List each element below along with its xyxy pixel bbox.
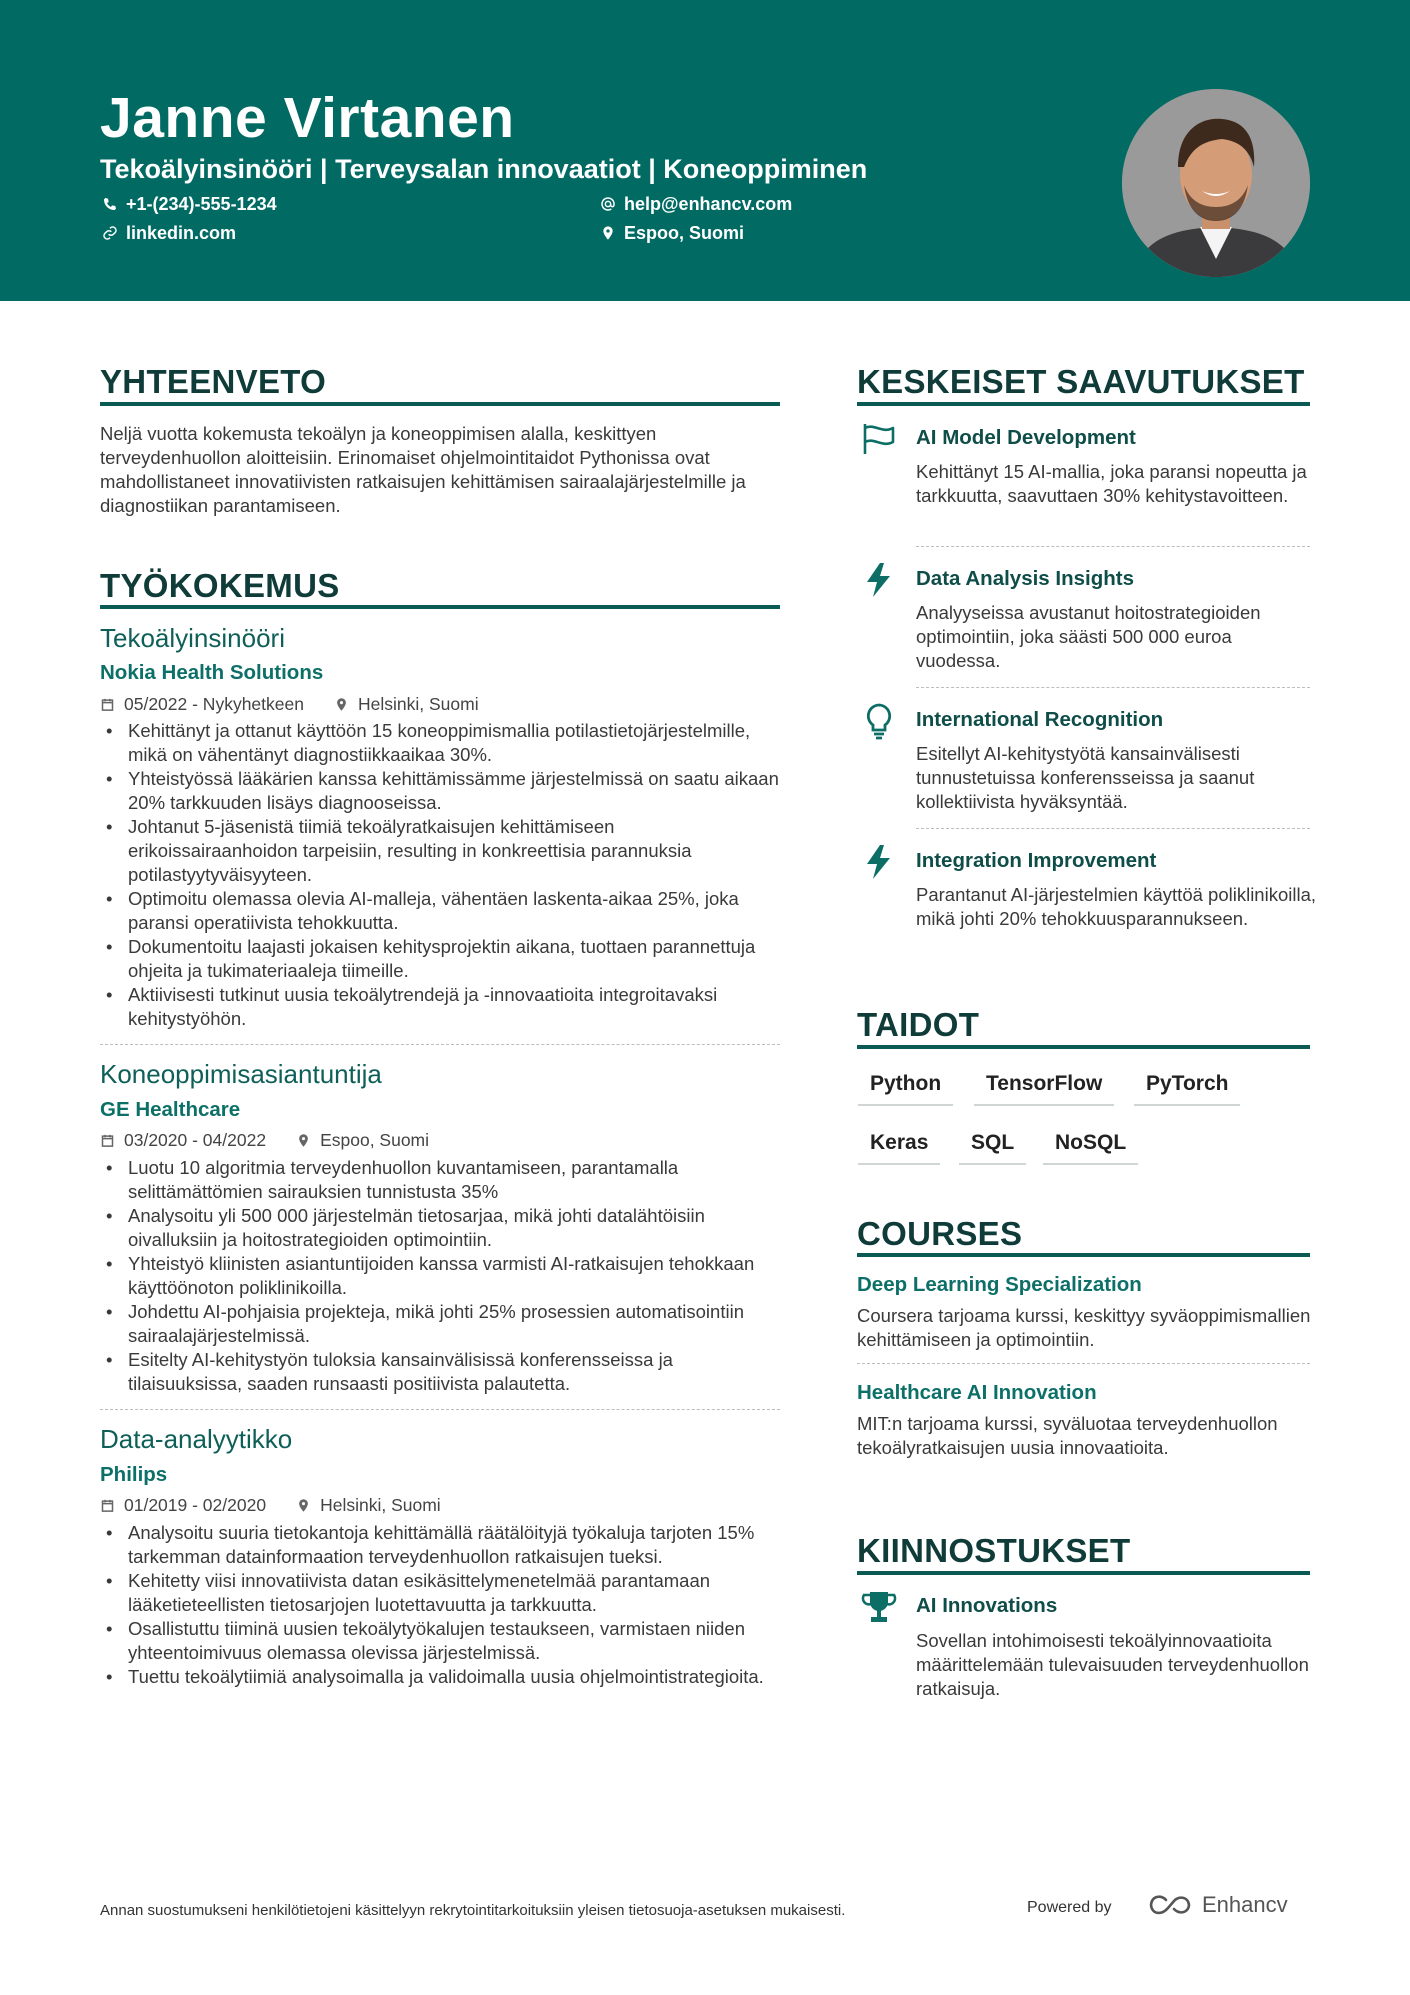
bullet-item: • Analysoitu yli 500 000 järjestelmän tietosarjaa, mikä johti datalähtöisiin oivalluksiin ja hoitostrategioiden optimointiin. [104, 1204, 784, 1252]
achievement-title: AI Model Development [916, 426, 1136, 449]
job-bullets [104, 719, 784, 1031]
job-meta [100, 1494, 441, 1516]
candidate-name: Janne Virtanen [100, 86, 515, 150]
lightning-icon [860, 843, 898, 881]
calendar-icon [100, 1498, 115, 1513]
calendar-icon [100, 697, 115, 712]
bullet-item: • Johdettu AI-pohjaisia projekteja, mikä johti 25% prosessien automatisointiin sairaalajärjestelmissä. [104, 1300, 784, 1348]
linkedin-text: linkedin.com [126, 223, 237, 243]
job-dates: 05/2022 - Nykyhetkeen [124, 694, 304, 714]
summary-rule [100, 402, 780, 406]
bullet-item: • Kehittänyt ja ottanut käyttöön 15 koneoppimismallia potilastietojärjestelmille, mikä on vähentänyt diagnostiikkaaikaa 30%. [104, 719, 784, 767]
job-bullets [104, 1156, 784, 1396]
skill-tag: NoSQL [1043, 1129, 1138, 1165]
bullet-item: • Tuettu tekoälytiimiä analysoimalla ja validoimalla uusia ohjelmointistrategioita. [104, 1665, 784, 1689]
divider [100, 1409, 780, 1410]
bullet-item: • Optimoitu olemassa olevia AI-malleja, vähentäen laskenta-aikaa 25%, joka paransi operatiivista tehokkuutta. [104, 887, 784, 935]
course-text: Coursera tarjoama kurssi, keskittyy syväoppimismallien kehittämiseen ja optimointiin. [857, 1305, 1311, 1350]
bullet-item: • Yhteistyössä lääkärien kanssa kehittämissämme järjestelmissä on saatu aikaan 20% tarkkuuden lisäys diagnooseissa. [104, 767, 784, 815]
achievement-text: Parantanut AI-järjestelmien käyttöä poliklinikoilla, mikä johti 20% tehokkuusparannukseen. [916, 884, 1317, 929]
skill-tag: PyTorch [1134, 1070, 1240, 1106]
course-title: Healthcare AI Innovation [857, 1381, 1097, 1404]
experience-rule [100, 605, 780, 609]
job-bullets [104, 1521, 784, 1689]
enhancv-logo-icon [1146, 1892, 1194, 1918]
phone-text: +1-(234)-555-1234 [126, 194, 277, 214]
lightbulb-icon [860, 702, 898, 740]
bullet-item: • Osallistuttu tiiminä uusien tekoälytyökalujen testaukseen, varmistaen niiden yhteentoimivuus olemassa olevissa järjestelmissä. [104, 1617, 784, 1665]
location-pin-icon [600, 225, 616, 241]
phone-icon [102, 196, 118, 212]
divider [100, 1044, 780, 1045]
course-title: Deep Learning Specialization [857, 1273, 1142, 1296]
achievements-heading: KESKEISET SAAVUTUKSET [857, 363, 1305, 400]
profile-photo [1122, 89, 1310, 277]
phone-contact[interactable] [102, 193, 277, 215]
job-meta [100, 1129, 429, 1151]
achievement-text: Kehittänyt 15 AI-mallia, joka paransi nopeutta ja tarkkuutta, saavuttaen 30% kehitystavoitteen. [916, 461, 1307, 506]
job-location: Helsinki, Suomi [320, 1495, 441, 1515]
lightning-icon [860, 561, 898, 599]
achievement-text: Esitellyt AI-kehitystyötä kansainvälisesti tunnustetuissa konferensseissa ja saanut kollektiivista hyväksyntää. [916, 743, 1255, 812]
divider [857, 1363, 1310, 1364]
job-dates: 03/2020 - 04/2022 [124, 1130, 267, 1150]
courses-heading: COURSES [857, 1215, 1023, 1252]
skill-tag: Keras [858, 1129, 940, 1165]
brand-name: Enhancv [1202, 1892, 1288, 1917]
bullet-item: • Yhteistyö kliinisten asiantuntijoiden kanssa varmisti AI-ratkaisujen tehokkaan käyttöönoton poliklinikoilla. [104, 1252, 784, 1300]
achievements-rule [857, 402, 1310, 406]
divider [916, 687, 1310, 688]
experience-heading: TYÖKOKEMUS [100, 567, 340, 604]
location-text: Espoo, Suomi [624, 223, 745, 243]
skill-tag: TensorFlow [974, 1070, 1114, 1106]
company-name: GE Healthcare [100, 1098, 241, 1121]
divider [916, 546, 1310, 547]
company-name: Nokia Health Solutions [100, 661, 324, 684]
location-pin-icon [296, 1133, 311, 1148]
powered-by-label: Powered by [1027, 1899, 1112, 1916]
interest-text: Sovellan intohimoisesti tekoälyinnovaatioita määrittelemään tulevaisuuden terveydenhuollon ratkaisuja. [916, 1630, 1309, 1699]
achievement-text: Analyyseissa avustanut hoitostrategioiden optimointiin, joka säästi 500 000 euroa vuodessa. [916, 602, 1261, 671]
location-pin-icon [296, 1498, 311, 1513]
skill-tag: SQL [959, 1129, 1026, 1165]
enhancv-logo[interactable] [1146, 1891, 1288, 1919]
bullet-item: • Esitelty AI-kehitystyön tuloksia kansainvälisissä konferensseissa ja tilaisuuksissa, saaden runsaasti positiivista palautetta. [104, 1348, 784, 1396]
flag-icon [860, 420, 898, 458]
achievement-title: International Recognition [916, 708, 1164, 731]
company-name: Philips [100, 1463, 168, 1486]
job-title: Data-analyytikko [100, 1424, 293, 1454]
job-title: Koneoppimisasiantuntija [100, 1059, 382, 1089]
skills-rule [857, 1045, 1310, 1049]
email-text: help@enhancv.com [624, 194, 793, 214]
bullet-item: • Analysoitu suuria tietokantoja kehittämällä räätälöityjä työkaluja tarjoten 15% tarkemman datainformaation terveydenhuollon ratkaisujen tueksi. [104, 1521, 784, 1569]
at-icon [600, 196, 616, 212]
job-dates: 01/2019 - 02/2020 [124, 1495, 267, 1515]
headline: Tekoälyinsinööri | Terveysalan innovaatiot | Koneoppiminen [100, 154, 868, 184]
job-location: Helsinki, Suomi [357, 694, 479, 714]
linkedin-contact[interactable] [102, 222, 236, 244]
location-pin-icon [334, 697, 349, 712]
achievement-title: Integration Improvement [916, 849, 1157, 872]
job-meta [100, 693, 479, 715]
summary-text: Neljä vuotta kokemusta tekoälyn ja koneoppimisen alalla, keskittyen terveydenhuollon aloitteisiin. Erinomaiset ohjelmointitaidot Pythonissa ovat mahdollistaneet innovatiivisten ratkaisujen kehittämisen sairaalajärjestelmille ja diagnostiikan parantamiseen. [100, 423, 746, 516]
bullet-item: • Luotu 10 algoritmia terveydenhuollon kuvantamiseen, parantamalla selittämättömien sairauksien tunnistusta 35% [104, 1156, 784, 1204]
interests-rule [857, 1571, 1310, 1575]
link-icon [102, 225, 118, 241]
skill-tag: Python [858, 1070, 953, 1106]
bullet-item: • Dokumentoitu laajasti jokaisen kehitysprojektin aikana, tuottaen parannettuja ohjeita ja tukimateriaaleja tiimeille. [104, 935, 784, 983]
bullet-item: • Aktiivisesti tutkinut uusia tekoälytrendejä ja -innovaatioita integroitavaksi kehitystyöhön. [104, 983, 784, 1031]
email-contact[interactable] [600, 193, 792, 215]
consent-text: Annan suostumukseni henkilötietojeni käsittelyyn rekrytointitarkoituksiin yleisen tietosuoja-asetuksen mukaisesti. [100, 1902, 846, 1919]
location-contact [600, 222, 744, 244]
interests-heading: KIINNOSTUKSET [857, 1532, 1131, 1569]
trophy-icon [860, 1588, 898, 1626]
calendar-icon [100, 1133, 115, 1148]
summary-heading: YHTEENVETO [100, 363, 327, 400]
skills-heading: TAIDOT [857, 1006, 980, 1043]
bullet-item: • Johtanut 5-jäsenistä tiimiä tekoälyratkaisujen kehittämiseen erikoissairaanhoidon tarpeisiin, resulting in konkreettisia parannuksia potilastyytyväisyyteen. [104, 815, 784, 887]
job-location: Espoo, Suomi [320, 1130, 430, 1150]
interest-title: AI Innovations [916, 1594, 1058, 1617]
bullet-item: • Kehitetty viisi innovatiivista datan esikäsittelymenetelmää parantamaan lääketieteellisten tietosarjojen luotettavuutta ja tarkkuutta. [104, 1569, 784, 1617]
divider [916, 828, 1310, 829]
achievement-title: Data Analysis Insights [916, 567, 1134, 590]
header-banner [0, 0, 1410, 301]
course-text: MIT:n tarjoama kurssi, syväluotaa terveydenhuollon tekoälyratkaisujen uusia innovaatioita. [857, 1413, 1278, 1458]
courses-rule [857, 1253, 1310, 1257]
job-title: Tekoälyinsinööri [100, 623, 285, 653]
